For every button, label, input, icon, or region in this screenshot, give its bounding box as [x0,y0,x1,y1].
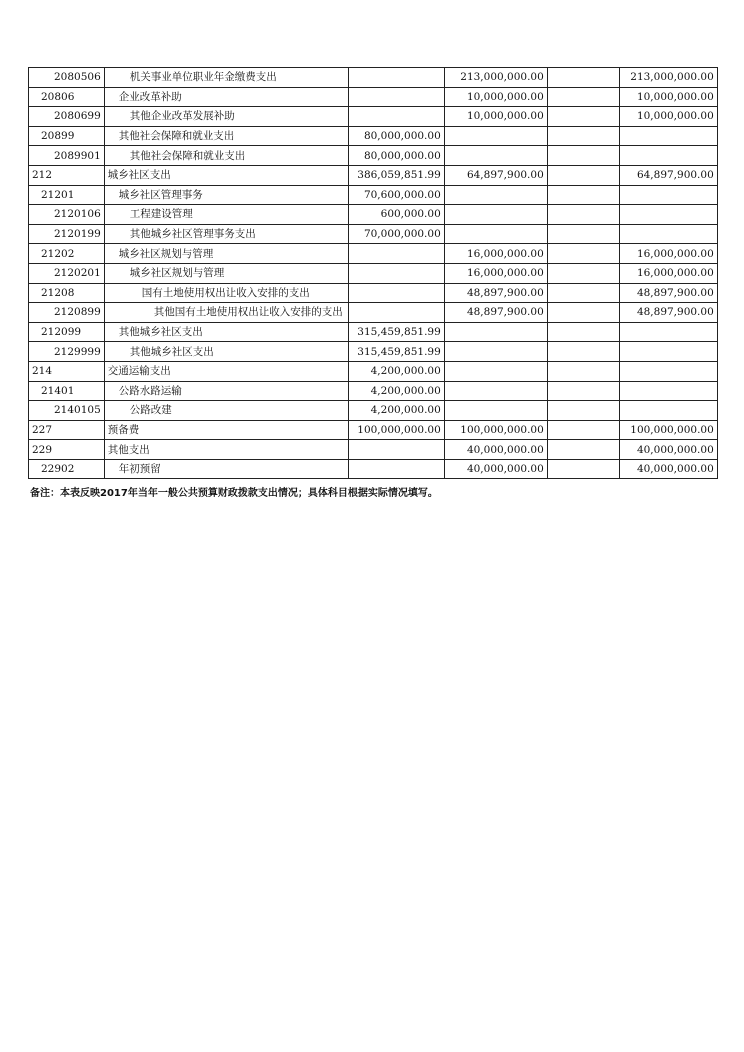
subject-code: 212099 [29,322,105,342]
subject-name: 其他城乡社区支出 [104,342,348,362]
table-row [29,185,718,205]
amount-cell-2 [444,322,547,342]
subject-name: 国有土地使用权出让收入安排的支出 [104,283,348,303]
subject-name: 预备费 [104,420,348,440]
amount-cell-4: 10,000,000.00 [619,87,717,107]
subject-name: 其他国有土地使用权出让收入安排的支出 [104,303,348,323]
amount-cell-1: 315,459,851.99 [348,342,444,362]
amount-cell-2: 10,000,000.00 [444,107,547,127]
amount-cell-1 [348,459,444,479]
amount-cell-3 [547,68,619,88]
subject-name: 城乡社区规划与管理 [104,244,348,264]
subject-code: 2120201 [29,263,105,283]
subject-code: 21201 [29,185,105,205]
subject-name: 城乡社区规划与管理 [104,263,348,283]
subject-name: 公路改建 [104,401,348,421]
amount-cell-1 [348,107,444,127]
table-row [29,420,718,440]
amount-cell-4: 48,897,900.00 [619,283,717,303]
amount-cell-2: 16,000,000.00 [444,263,547,283]
table-row [29,322,718,342]
amount-cell-4 [619,322,717,342]
table-row [29,263,718,283]
subject-code: 214 [29,361,105,381]
table-row [29,401,718,421]
amount-cell-2: 10,000,000.00 [444,87,547,107]
subject-name: 其他支出 [104,440,348,460]
table-row [29,205,718,225]
amount-cell-3 [547,381,619,401]
subject-code: 2120106 [29,205,105,225]
amount-cell-4: 100,000,000.00 [619,420,717,440]
footnote: 备注：本表反映2017年当年一般公共预算财政拨款支出情况；具体科目根据实际情况填写。 [30,488,438,499]
subject-code: 21202 [29,244,105,264]
amount-cell-1 [348,68,444,88]
table-row [29,126,718,146]
subject-code: 2140105 [29,401,105,421]
amount-cell-2 [444,146,547,166]
amount-cell-4: 48,897,900.00 [619,303,717,323]
subject-name: 其他城乡社区支出 [104,322,348,342]
subject-name: 交通运输支出 [104,361,348,381]
amount-cell-4: 16,000,000.00 [619,244,717,264]
amount-cell-3 [547,420,619,440]
subject-code: 2120199 [29,224,105,244]
amount-cell-3 [547,224,619,244]
table-row [29,361,718,381]
table-row [29,342,718,362]
amount-cell-4: 40,000,000.00 [619,440,717,460]
amount-cell-1 [348,283,444,303]
amount-cell-3 [547,107,619,127]
table-row [29,68,718,88]
subject-name: 工程建设管理 [104,205,348,225]
amount-cell-1: 4,200,000.00 [348,401,444,421]
subject-code: 2080506 [29,68,105,88]
subject-name: 其他企业改革发展补助 [104,107,348,127]
subject-code: 229 [29,440,105,460]
amount-cell-4 [619,381,717,401]
amount-cell-3 [547,244,619,264]
amount-cell-3 [547,87,619,107]
amount-cell-4 [619,342,717,362]
subject-name: 其他社会保障和就业支出 [104,126,348,146]
amount-cell-4 [619,361,717,381]
expenditure-table [28,67,718,479]
amount-cell-4: 10,000,000.00 [619,107,717,127]
amount-cell-4: 64,897,900.00 [619,165,717,185]
subject-name: 其他城乡社区管理事务支出 [104,224,348,244]
subject-code: 2120899 [29,303,105,323]
amount-cell-4 [619,224,717,244]
subject-name: 公路水路运输 [104,381,348,401]
amount-cell-4 [619,185,717,205]
subject-code: 2129999 [29,342,105,362]
subject-code: 20806 [29,87,105,107]
amount-cell-2 [444,126,547,146]
amount-cell-4: 16,000,000.00 [619,263,717,283]
subject-code: 22902 [29,459,105,479]
subject-code: 2089901 [29,146,105,166]
amount-cell-1: 386,059,851.99 [348,165,444,185]
amount-cell-3 [547,165,619,185]
amount-cell-4 [619,146,717,166]
amount-cell-2: 100,000,000.00 [444,420,547,440]
amount-cell-4 [619,126,717,146]
amount-cell-1: 80,000,000.00 [348,146,444,166]
table-row [29,440,718,460]
table-row [29,459,718,479]
amount-cell-2: 213,000,000.00 [444,68,547,88]
amount-cell-3 [547,361,619,381]
table-body [29,68,718,479]
amount-cell-2 [444,401,547,421]
table-row [29,87,718,107]
amount-cell-1 [348,440,444,460]
table-row [29,244,718,264]
amount-cell-4: 40,000,000.00 [619,459,717,479]
amount-cell-4: 213,000,000.00 [619,68,717,88]
amount-cell-2 [444,185,547,205]
amount-cell-3 [547,185,619,205]
subject-code: 2080699 [29,107,105,127]
amount-cell-1: 4,200,000.00 [348,381,444,401]
amount-cell-3 [547,322,619,342]
subject-code: 21208 [29,283,105,303]
table-row [29,224,718,244]
amount-cell-1 [348,87,444,107]
amount-cell-3 [547,283,619,303]
amount-cell-4 [619,205,717,225]
amount-cell-1: 4,200,000.00 [348,361,444,381]
table-row [29,146,718,166]
subject-name: 其他社会保障和就业支出 [104,146,348,166]
amount-cell-3 [547,126,619,146]
table-row [29,165,718,185]
amount-cell-1: 315,459,851.99 [348,322,444,342]
amount-cell-2 [444,381,547,401]
amount-cell-2 [444,224,547,244]
subject-name: 企业改革补助 [104,87,348,107]
amount-cell-1: 70,600,000.00 [348,185,444,205]
subject-name: 城乡社区管理事务 [104,185,348,205]
amount-cell-3 [547,440,619,460]
subject-code: 21401 [29,381,105,401]
amount-cell-2 [444,361,547,381]
amount-cell-4 [619,401,717,421]
table-row [29,381,718,401]
amount-cell-1 [348,263,444,283]
amount-cell-2 [444,205,547,225]
amount-cell-2 [444,342,547,362]
amount-cell-3 [547,401,619,421]
amount-cell-1: 100,000,000.00 [348,420,444,440]
amount-cell-1: 80,000,000.00 [348,126,444,146]
amount-cell-2: 16,000,000.00 [444,244,547,264]
amount-cell-2: 40,000,000.00 [444,459,547,479]
amount-cell-1: 70,000,000.00 [348,224,444,244]
amount-cell-3 [547,303,619,323]
amount-cell-3 [547,146,619,166]
amount-cell-1 [348,303,444,323]
amount-cell-3 [547,342,619,362]
table-row [29,107,718,127]
amount-cell-3 [547,263,619,283]
subject-name: 年初预留 [104,459,348,479]
subject-name: 城乡社区支出 [104,165,348,185]
amount-cell-1: 600,000.00 [348,205,444,225]
amount-cell-2: 64,897,900.00 [444,165,547,185]
subject-code: 212 [29,165,105,185]
amount-cell-2: 48,897,900.00 [444,303,547,323]
subject-code: 227 [29,420,105,440]
amount-cell-3 [547,459,619,479]
amount-cell-2: 48,897,900.00 [444,283,547,303]
table-row [29,303,718,323]
amount-cell-3 [547,205,619,225]
subject-name: 机关事业单位职业年金缴费支出 [104,68,348,88]
amount-cell-2: 40,000,000.00 [444,440,547,460]
table-row [29,283,718,303]
amount-cell-1 [348,244,444,264]
subject-code: 20899 [29,126,105,146]
